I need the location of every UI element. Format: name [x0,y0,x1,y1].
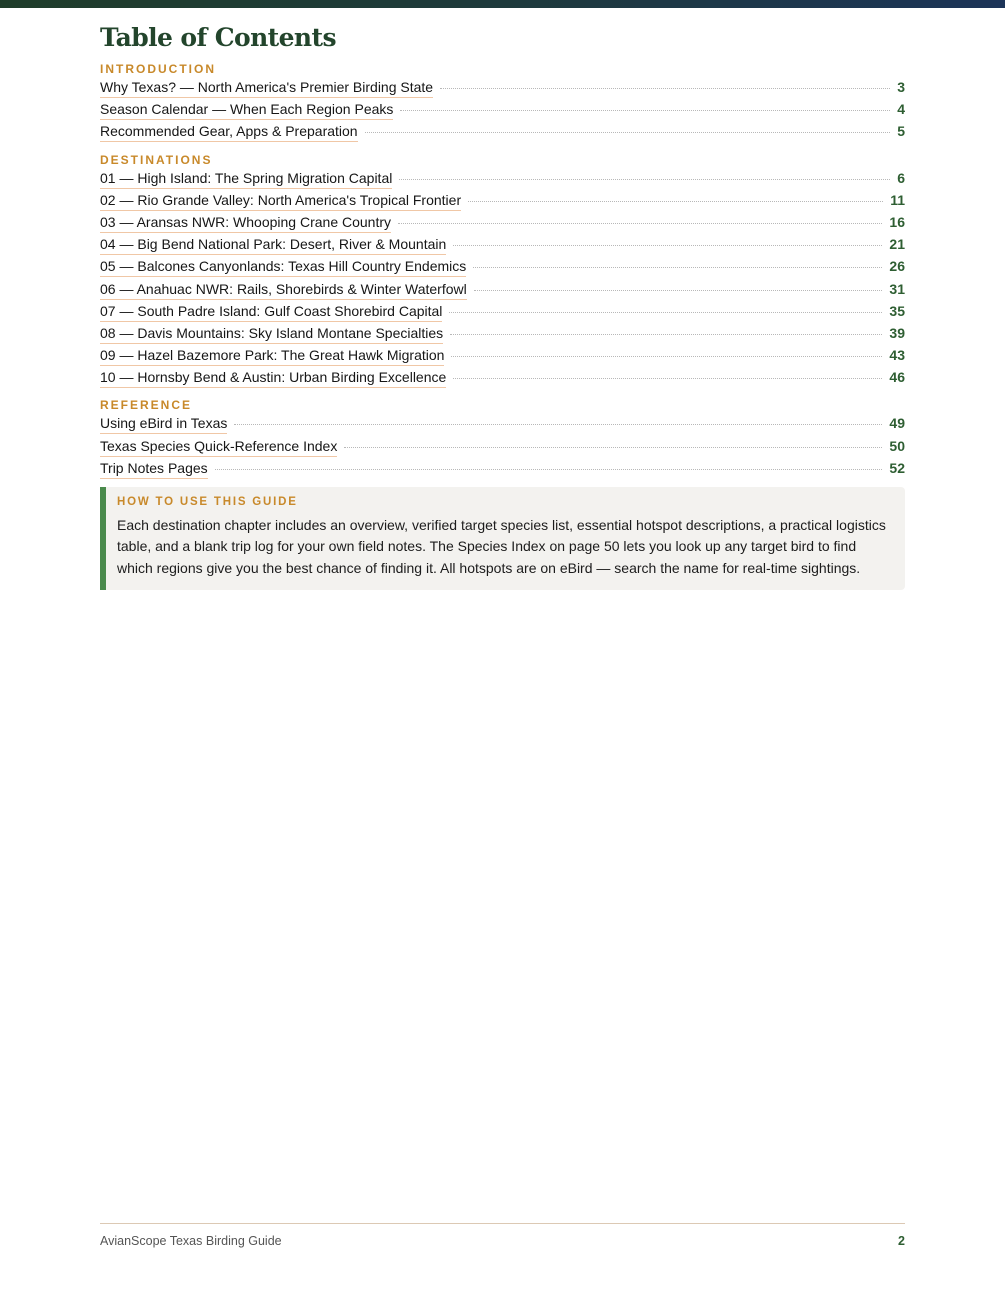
toc-entry [100,121,905,143]
toc-entry [100,458,905,480]
toc-entry [100,413,905,435]
toc-page-number[interactable]: 21 [889,236,905,253]
dot-leader [234,424,882,425]
toc-entry-link[interactable]: 01 — High Island: The Spring Migration Capital [100,168,392,189]
toc-entry-link[interactable]: 02 — Rio Grande Valley: North America's Tropical Frontier [100,190,461,211]
how-to-use-callout [100,487,905,590]
toc-page-number[interactable]: 46 [889,369,905,386]
toc-entry [100,234,905,256]
dot-leader [440,88,890,89]
toc-entry-link[interactable]: Texas Species Quick-Reference Index [100,436,337,457]
page-title: Table of Contents [100,23,336,52]
toc-entry [100,279,905,301]
toc-list-destinations [100,168,905,390]
dot-leader [344,447,882,448]
dot-leader [468,201,883,202]
toc-page-number[interactable]: 49 [889,415,905,432]
toc-entry [100,168,905,190]
toc-page-number[interactable]: 3 [897,79,905,95]
toc-entry-link[interactable]: Recommended Gear, Apps & Preparation [100,121,358,142]
toc-entry [100,190,905,212]
toc-entry-link[interactable]: 06 — Anahuac NWR: Rails, Shorebirds & Winter Waterfowl [100,279,467,300]
toc-page-number[interactable]: 16 [889,213,905,230]
toc-entry-link[interactable]: 10 — Hornsby Bend & Austin: Urban Birding Excellence [100,367,446,388]
dot-leader [215,469,883,470]
toc-list-introduction [100,77,905,144]
dot-leader [453,245,882,246]
page-content [100,22,905,590]
toc-page-number[interactable]: 5 [897,123,905,140]
page-footer [100,1223,905,1248]
section-heading-destinations: DESTINATIONS [100,152,213,167]
dot-leader [400,110,890,111]
toc-entry-link[interactable]: Trip Notes Pages [100,458,208,479]
toc-entry [100,345,905,367]
toc-entry-link[interactable]: Season Calendar — When Each Region Peaks [100,99,393,120]
callout-body: Each destination chapter includes an overview, verified target species list, essential hotspot descriptions, a practical logistics table, and a blank trip log for your own field notes. The Species Index on page 50 lets you look up any target bird to find which regions give you the best chance of finding it. All hotspots are on eBird — search the name for real-time sightings. [117,517,886,576]
toc-entry-link[interactable]: Using eBird in Texas [100,413,227,434]
toc-entry [100,256,905,278]
toc-list-reference [100,413,905,480]
toc-entry [100,436,905,458]
toc-page-number[interactable]: 39 [889,324,905,341]
toc-entry-link[interactable]: 05 — Balcones Canyonlands: Texas Hill Country Endemics [100,256,466,277]
top-accent-bar [0,0,1005,8]
toc-page-number[interactable]: 31 [889,280,905,297]
toc-page-number[interactable]: 50 [889,437,905,454]
toc-page-number[interactable]: 6 [897,169,905,186]
dot-leader [450,334,882,335]
dot-leader [453,378,882,379]
dot-leader [365,132,891,133]
toc-entry [100,323,905,345]
toc-page-number[interactable]: 11 [890,191,905,208]
dot-leader [473,267,882,268]
callout-heading: HOW TO USE THIS GUIDE [117,496,298,508]
dot-leader [399,179,890,180]
toc-entry [100,99,905,121]
toc-entry-link[interactable]: 03 — Aransas NWR: Whooping Crane Country [100,212,391,233]
toc-entry [100,212,905,234]
toc-entry-link[interactable]: 04 — Big Bend National Park: Desert, River & Mountain [100,234,446,255]
section-heading-reference: REFERENCE [100,398,193,413]
toc-entry [100,77,905,99]
toc-page-number[interactable]: 43 [889,347,905,364]
footer-publication-title: AvianScope Texas Birding Guide [100,1234,282,1248]
toc-entry [100,367,905,389]
toc-page-number[interactable]: 4 [897,101,905,118]
toc-page-number[interactable]: 26 [889,258,905,275]
dot-leader [398,223,882,224]
dot-leader [474,290,883,291]
toc-entry-link[interactable]: 07 — South Padre Island: Gulf Coast Shorebird Capital [100,301,442,322]
toc-entry-link[interactable]: Why Texas? — North America's Premier Birding State [100,77,433,98]
footer-page-number: 2 [898,1234,905,1248]
toc-entry-link[interactable]: 09 — Hazel Bazemore Park: The Great Hawk Migration [100,345,444,366]
dot-leader [449,312,882,313]
toc-entry [100,301,905,323]
toc-entry-link[interactable]: 08 — Davis Mountains: Sky Island Montane Specialties [100,323,443,344]
section-heading-introduction: INTRODUCTION [100,62,216,76]
toc-page-number[interactable]: 52 [889,459,905,476]
dot-leader [451,356,882,357]
toc-page-number[interactable]: 35 [889,302,905,319]
